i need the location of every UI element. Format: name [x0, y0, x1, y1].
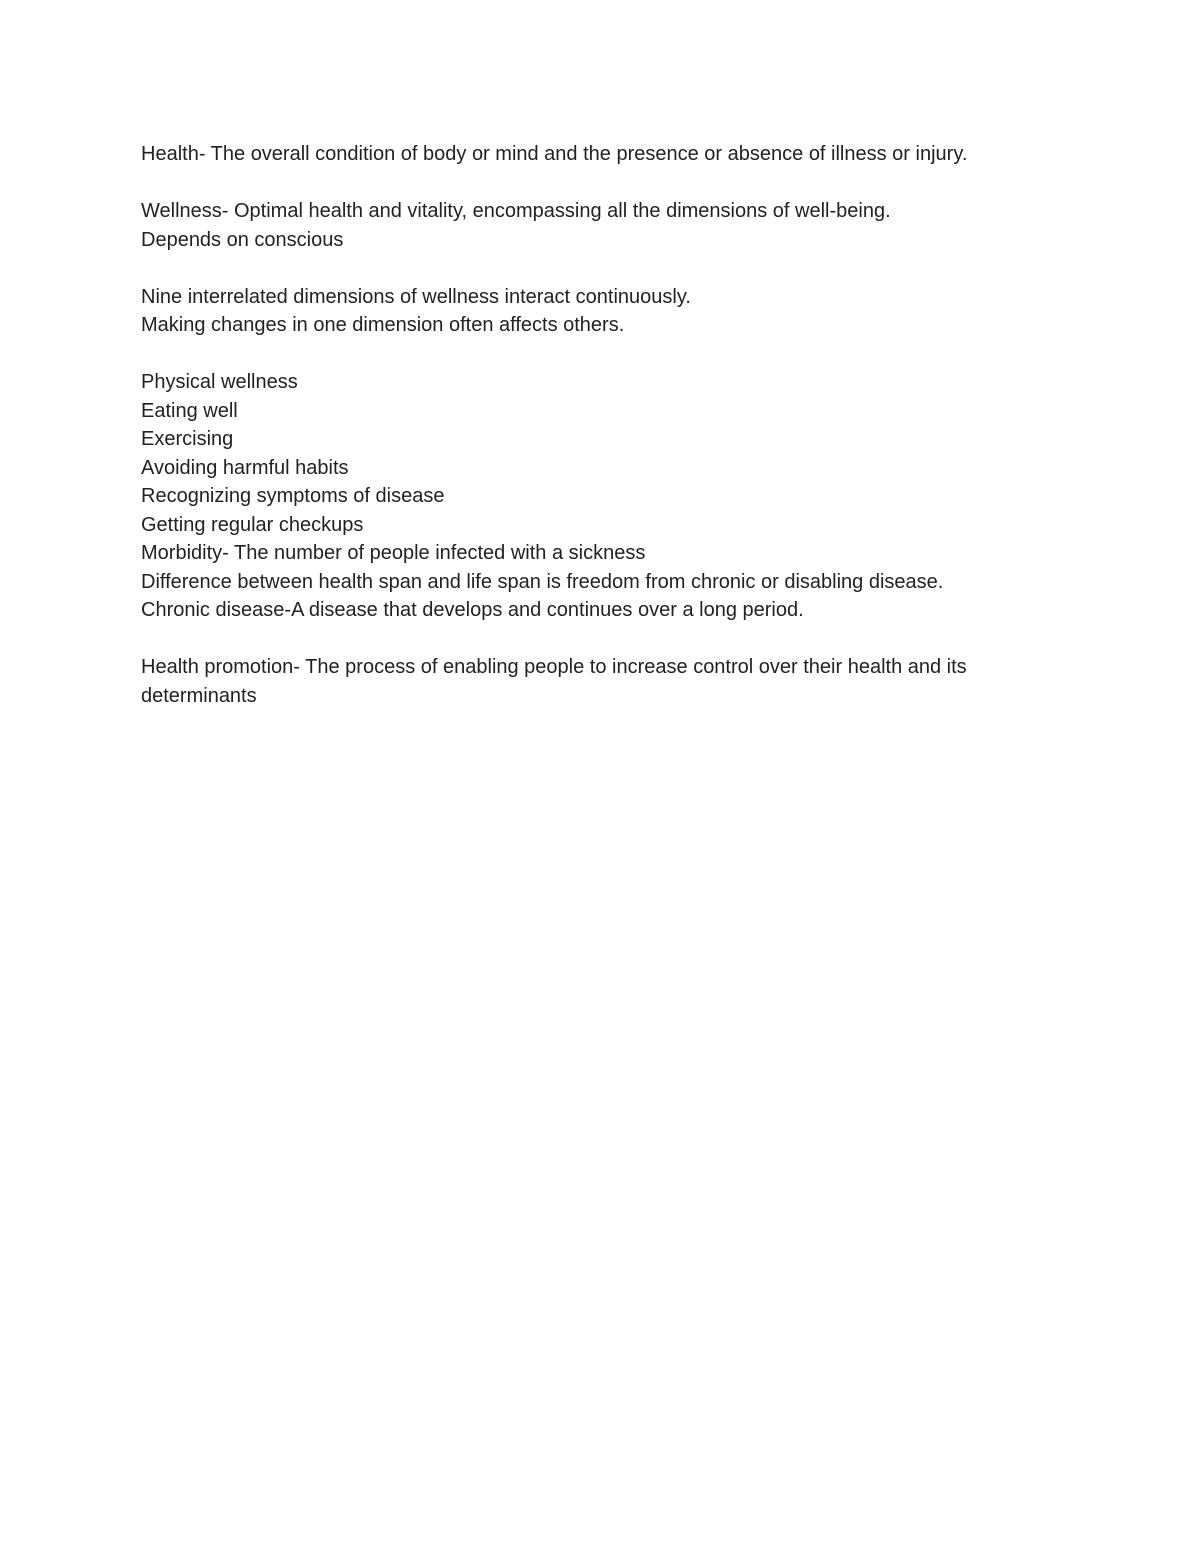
- paragraph-wellness-definition: [141, 197, 1061, 254]
- text-line: Recognizing symptoms of disease: [141, 485, 445, 507]
- text-line: Eating well: [141, 399, 238, 422]
- text-line: Morbidity- The number of people infected with a sickness: [141, 542, 646, 564]
- text-line: Avoiding harmful habits: [141, 456, 349, 479]
- document-body: [141, 140, 1061, 739]
- text-line: Depends on conscious: [141, 228, 344, 251]
- text-line: Difference between health span and life span is freedom from chronic or disabling disease.: [141, 570, 944, 593]
- text-line: Exercising: [141, 428, 234, 450]
- text-line: Health promotion- The process of enabling people to increase control over their health and its determinants: [141, 656, 967, 707]
- text-line: Chronic disease-A disease that develops and continues over a long period.: [141, 599, 804, 621]
- text-line: Wellness- Optimal health and vitality, encompassing all the dimensions of well-being.: [141, 200, 891, 222]
- text-line: Nine interrelated dimensions of wellness interact continuously.: [141, 285, 691, 308]
- text-line: Physical wellness: [141, 371, 298, 393]
- text-line: Making changes in one dimension often affects others.: [141, 314, 625, 336]
- paragraph-health-definition: [141, 140, 1061, 169]
- text-line: Getting regular checkups: [141, 513, 364, 536]
- text-line: Health- The overall condition of body or mind and the presence or absence of illness or injury.: [141, 143, 968, 165]
- paragraph-health-promotion: [141, 653, 1061, 710]
- paragraph-physical-wellness: [141, 368, 1061, 625]
- paragraph-dimensions: [141, 283, 1061, 340]
